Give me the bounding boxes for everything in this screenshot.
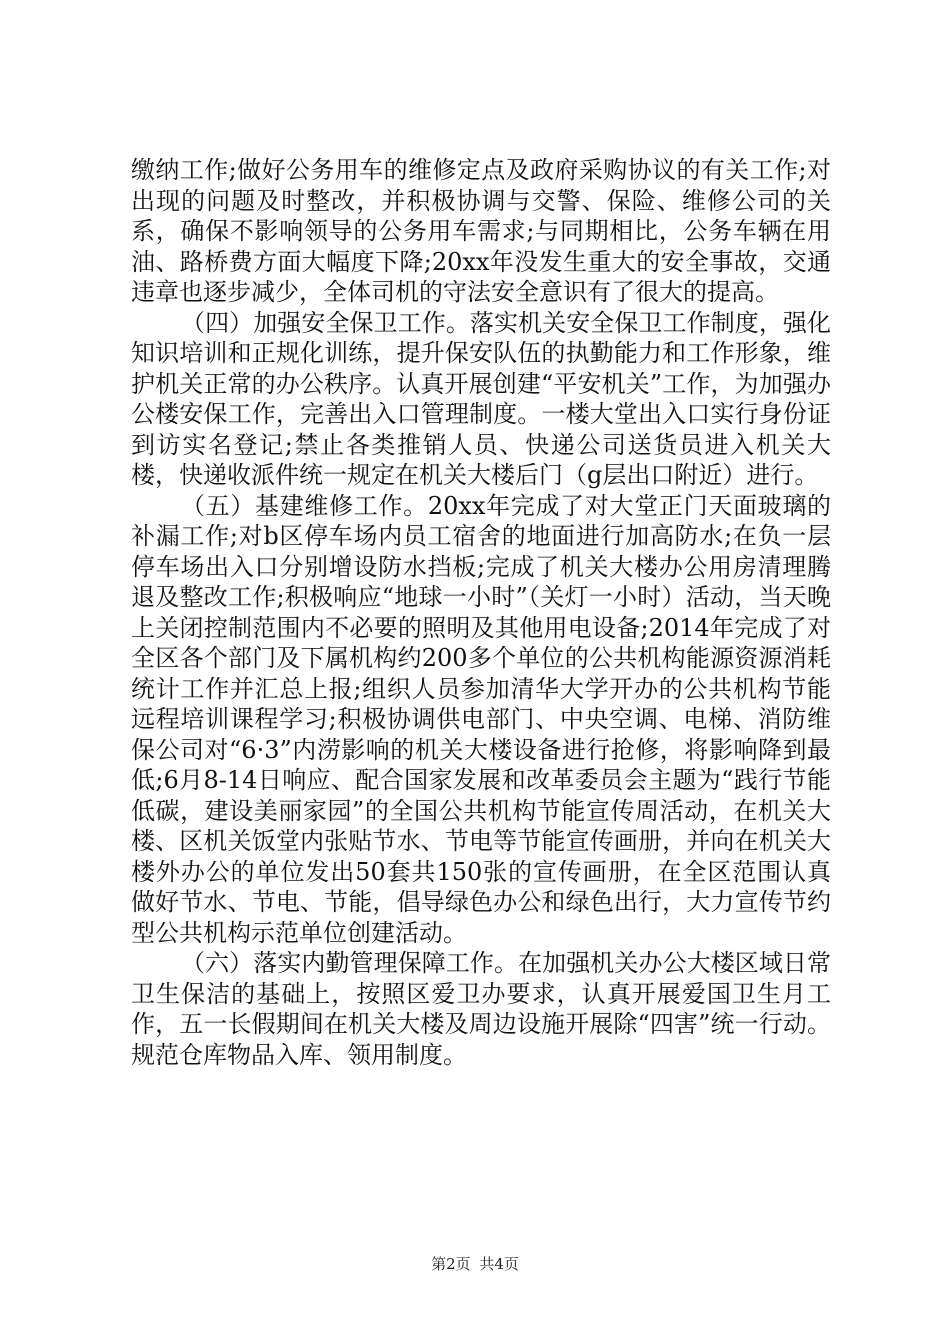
paragraph-maintenance: （五）基建维修工作。20xx年完成了对大堂正门天面玻璃的补漏工作;对b区停车场内员工宿舍的地面进行加高防水;在负一层停车场出入口分别增设防水挡板;完成了机关大楼办公用房清理腾退及整改工作;积极响应“地球一小时”（关灯一小时）活动，当天晚上关闭控制范围内不必要的照明及其他用电设备;2014年完成了对全区各个部门及下属机构约200多个单位的公共机构能源资源消耗统计工作并汇总上报;组织人员参加清华大学开办的公共机构节能远程培训课程学习;积极协调供电部门、中央空调、电梯、消防维保公司对“6·3”内涝影响的机关大楼设备进行抢修，将影响降到最低;6月8-14日响应、配合国家发展和改革委员会主题为“践行节能低碳，建设美丽家园”的全国公共机构节能宣传周活动，在机关大楼、区机关饭堂内张贴节水、节电等节能宣传画册，并向在机关大楼外办公的单位发出50套共150张的宣传画册，在全区范围认真做好节水、节电、节能，倡导绿色办公和绿色出行，大力宣传节约型公共机构示范单位创建活动。	[131, 491, 831, 947]
paragraph-vehicle-management: 缴纳工作;做好公务用车的维修定点及政府采购协议的有关工作;对出现的问题及时整改，并积极协调与交警、保险、维修公司的关系，确保不影响领导的公务用车需求;与同期相比，公务车辆在用油、路桥费方面大幅度下降;20xx年没发生重大的安全事故，交通违章也逐步减少，全体司机的守法安全意识有了很大的提高。	[131, 156, 831, 306]
paragraph-security: （四）加强安全保卫工作。落实机关安全保卫工作制度，强化知识培训和正规化训练，提升保安队伍的执勤能力和工作形象，维护机关正常的办公秩序。认真开展创建“平安机关”工作，为加强办公楼安保工作，完善出入口管理制度。一楼大堂出入口实行身份证到访实名登记;禁止各类推销人员、快递公司送货员进入机关大楼，快递收派件统一规定在机关大楼后门（g层出口附近）进行。	[131, 308, 831, 489]
page-footer	[0, 1253, 950, 1274]
page-total: 共4页	[479, 1255, 519, 1273]
page-number: 第2页	[431, 1255, 471, 1273]
paragraph-logistics: （六）落实内勤管理保障工作。在加强机关办公大楼区域日常卫生保洁的基础上，按照区爱卫办要求，认真开展爱国卫生月工作，五一长假期间在机关大楼及周边设施开展除“四害”统一行动。规范仓库物品入库、领用制度。	[131, 949, 831, 1069]
body-text	[131, 155, 831, 1070]
